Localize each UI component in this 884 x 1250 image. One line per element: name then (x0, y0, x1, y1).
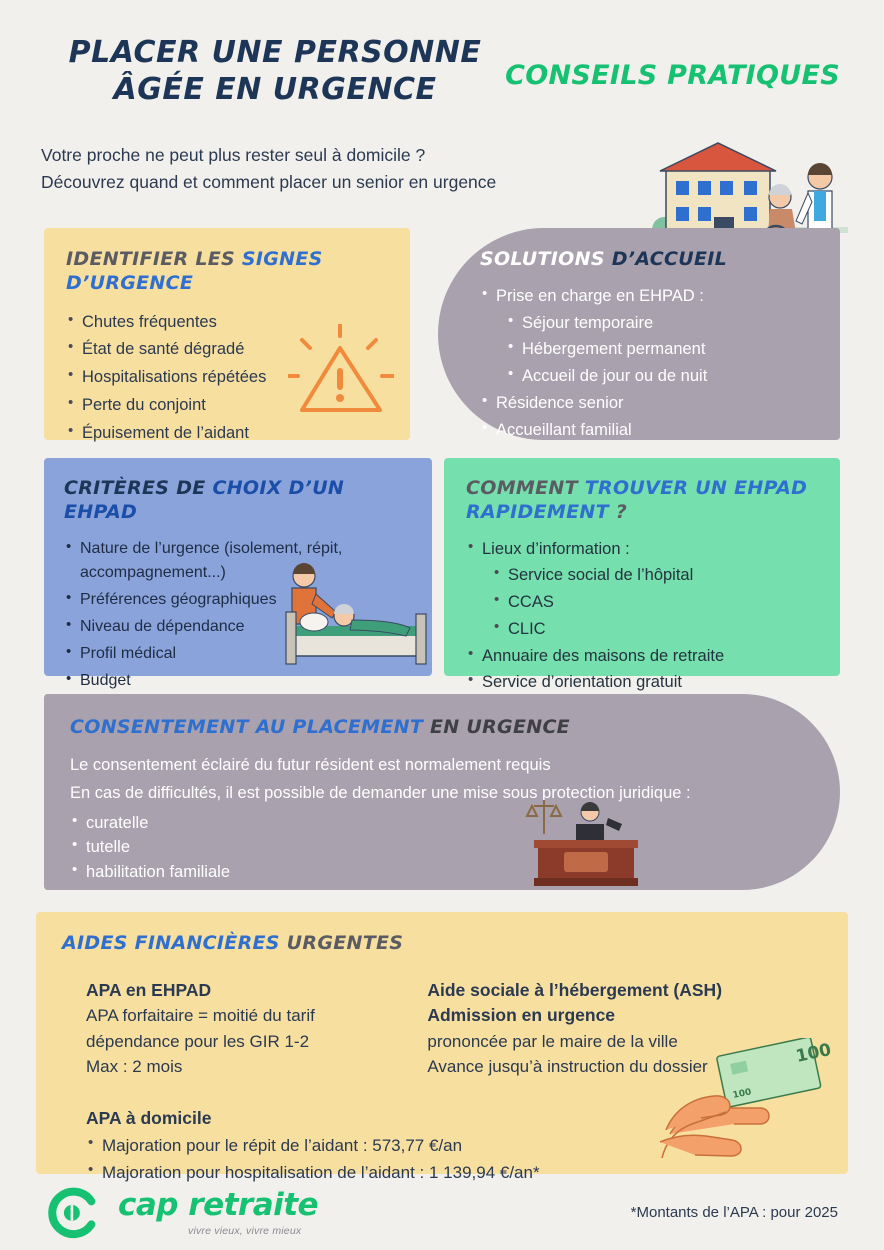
card-trouver-title-end: ? (608, 500, 628, 523)
list-item: • Service d’orientation gratuit (466, 670, 818, 695)
list-item: • habilitation familiale (70, 860, 814, 885)
list-item: • Hospitalisations répétées (66, 365, 388, 390)
cap-retraite-logo-icon (40, 1185, 102, 1239)
list-item: • tutelle (70, 835, 814, 860)
card-trouver-title-highlight: TROUVER UN EHPAD RAPIDEMENT (466, 477, 808, 523)
list-item: • État de santé dégradé (66, 337, 388, 362)
list-item: • Résidence senior (480, 391, 818, 416)
card-aides-title-plain: URGENTES (279, 932, 404, 954)
apa-ehpad-line-2: dépendance pour les GIR 1-2 (86, 1031, 310, 1051)
card-trouver-ehpad (444, 458, 840, 692)
list-item: • Accueillant familial (480, 418, 818, 443)
judge-desk-icon (524, 782, 644, 892)
card-trouver-title-plain: COMMENT (466, 477, 585, 499)
card-solutions-accueil (438, 228, 840, 440)
list-item: • Préférences géographiques (64, 588, 354, 612)
card-solutions-title (480, 248, 818, 272)
card-consentement-title (70, 716, 814, 740)
page-title: PLACER UNE PERSONNE ÂGÉE EN URGENCE (68, 35, 482, 107)
list-item: • Niveau de dépendance (64, 615, 354, 639)
card-consentement-title-highlight: CONSENTEMENT AU PLACEMENT (70, 716, 424, 738)
list-item: • Accueil de jour ou de nuit (506, 364, 818, 389)
apa-ehpad-line-1: APA forfaitaire = moitié du tarif (86, 1006, 315, 1026)
card-aides-title (62, 932, 822, 956)
header-subtitle (41, 142, 641, 196)
logo-tagline: vivre vieux, vivre mieux (188, 1225, 302, 1237)
apa-ehpad-line-3: Max : 2 mois (86, 1057, 183, 1077)
list-item: • CCAS (492, 590, 818, 615)
list-item: • Nature de l’urgence (isolement, répit, accompagnement...) (64, 537, 354, 585)
card-solutions-title-plain: SOLUTIONS (480, 248, 612, 270)
card-solutions-title-highlight: D’ACCUEIL (611, 248, 727, 270)
list-item: • Épuisement de l’aidant (66, 421, 388, 446)
footnote: *Montants de l’APA : pour 2025 (630, 1204, 838, 1221)
card-criteres-title (64, 477, 412, 525)
card-signes-title-highlight: SIGNES D’URGENCE (66, 248, 323, 294)
card-consentement (44, 694, 840, 890)
list-item: • Service social de l’hôpital (492, 563, 818, 588)
apa-ehpad-title: APA en EHPAD (86, 979, 212, 1000)
card-consentement-para-2: En cas de difficultés, il est possible de demander une mise sous protection juridique : (70, 783, 691, 802)
list-item: • Lieux d’information : (466, 537, 818, 562)
list-item: • Prise en charge en EHPAD : (480, 284, 818, 309)
card-signes-title (66, 248, 388, 296)
card-criteres-choix (44, 458, 432, 689)
card-consentement-list (70, 811, 814, 885)
card-consentement-para-1: Le consentement éclairé du futur résident est normalement requis (70, 755, 551, 774)
svg-text:100: 100 (731, 1087, 753, 1101)
list-item: • Séjour temporaire (506, 311, 818, 336)
card-criteres-title-highlight: CHOIX D’UN EHPAD (64, 477, 345, 523)
card-aides-financieres (36, 912, 848, 1182)
header-badge: CONSEILS PRATIQUES (505, 60, 840, 91)
apa-domicile-title: APA à domicile (86, 1107, 212, 1128)
card-aides-title-highlight: AIDES FINANCIÈRES (62, 932, 280, 954)
list-item: • CLIC (492, 617, 818, 642)
list-item: • Majoration pour le répit de l’aidant : 573,77 €/an (86, 1133, 822, 1159)
card-criteres-title-plain: CRITÈRES DE (64, 477, 213, 499)
card-solutions-list (480, 284, 818, 443)
list-item: • Perte du conjoint (66, 393, 388, 418)
warning-triangle-icon (288, 324, 394, 418)
caregiver-bed-illustration (256, 554, 428, 674)
aides-column-apa-ehpad (86, 978, 427, 1080)
card-consentement-title-plain: EN URGENCE (423, 716, 570, 738)
ash-line-1: prononcée par le maire de la ville (427, 1031, 678, 1051)
ash-line-2: Avance jusqu’à instruction du dossier (427, 1057, 708, 1076)
logo-wordmark: cap retraite (118, 1187, 319, 1223)
list-item: • Chutes fréquentes (66, 310, 388, 335)
list-item: • Profil médical (64, 642, 354, 666)
subtitle-line-2: Découvrez quand et comment placer un senior en urgence (41, 172, 497, 193)
footer-logo[interactable] (40, 1185, 340, 1247)
list-item: • Annuaire des maisons de retraite (466, 644, 818, 669)
list-item: • Majoration pour hospitalisation de l’aidant : 1 139,94 €/an* (86, 1160, 822, 1186)
card-trouver-title (466, 477, 818, 525)
subtitle-line-1: Votre proche ne peut plus rester seul à domicile ? (41, 145, 426, 165)
list-item: • Budget (64, 669, 354, 693)
hand-with-banknote-icon (660, 1038, 840, 1168)
card-signes-title-plain: IDENTIFIER LES (66, 248, 242, 270)
ash-title-line-2: Admission en urgence (427, 1005, 616, 1026)
card-trouver-list (466, 537, 818, 696)
svg-text:100: 100 (794, 1039, 834, 1067)
list-item: • curatelle (70, 811, 814, 836)
list-item: • Hébergement permanent (506, 337, 818, 362)
card-signes-urgence (44, 228, 410, 440)
ash-title-line-1: Aide sociale à l’hébergement (ASH) (427, 979, 723, 1000)
